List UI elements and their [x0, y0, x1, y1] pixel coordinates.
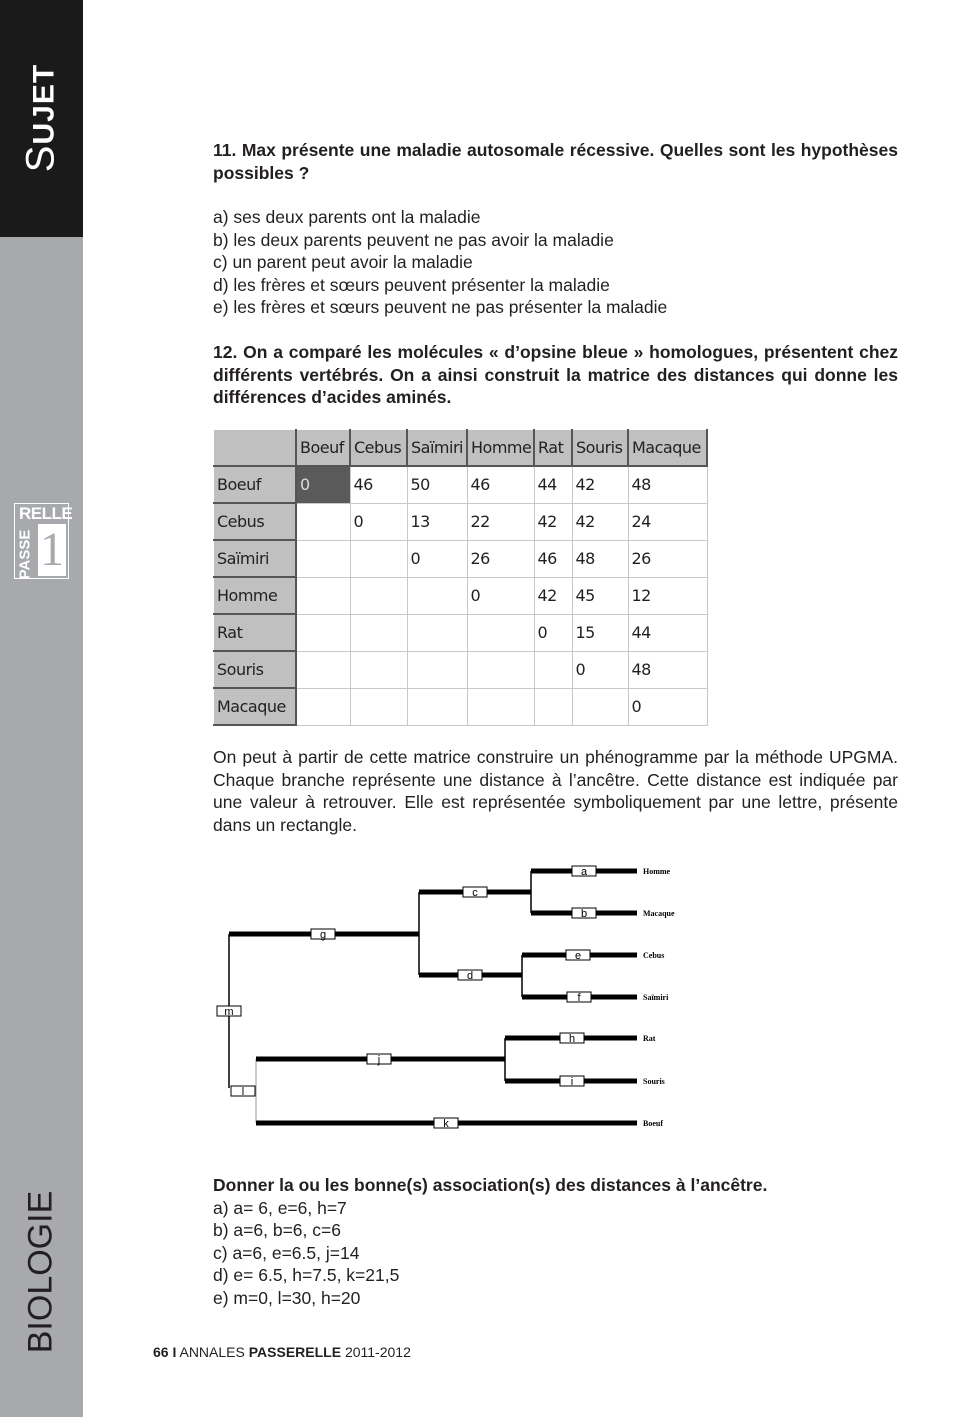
footer-annales: ANNALES	[179, 1344, 245, 1360]
option: e) m=0, l=30, h=20	[213, 1287, 361, 1308]
option: c) un parent peut avoir la maladie	[213, 252, 473, 272]
leaf-label: Macaque	[643, 909, 675, 918]
matrix-row-header[interactable]: Macaque	[214, 688, 297, 725]
logo-side: PASSE	[16, 529, 34, 580]
matrix-cell[interactable]: 22	[467, 503, 534, 540]
footer-years: 2011-2012	[344, 1344, 411, 1360]
matrix-cell[interactable]: 42	[572, 503, 628, 540]
branch-label: c	[472, 887, 478, 899]
section-label: SUJET	[18, 63, 63, 173]
matrix-cell[interactable]: 46	[350, 466, 407, 503]
matrix-column-header[interactable]: Cebus	[350, 430, 407, 467]
branch-label: b	[580, 908, 588, 920]
option: d) les frères et sœurs peuvent présenter la maladie	[213, 274, 610, 295]
matrix-cell[interactable]: 42	[534, 577, 572, 614]
matrix-row-header[interactable]: Homme	[214, 577, 297, 614]
matrix-cell[interactable]: 15	[572, 614, 628, 651]
branch-box-e	[566, 950, 590, 962]
q12-question: Donner la ou les bonne(s) association(s) des distances à l’ancêtre.	[213, 1175, 768, 1195]
branch-box-k	[434, 1118, 458, 1130]
matrix-cell[interactable]: 45	[572, 577, 628, 614]
matrix-row-header[interactable]: Souris	[214, 651, 297, 688]
option: a) a= 6, e=6, h=7	[213, 1197, 347, 1218]
matrix-cell[interactable]: 0	[296, 466, 350, 503]
branch-box-f	[567, 992, 591, 1004]
matrix-cell[interactable]: 13	[407, 503, 467, 540]
option: d) e= 6.5, h=7.5, k=21,5	[213, 1265, 400, 1285]
matrix-cell[interactable]: 46	[467, 466, 534, 503]
matrix-row-header[interactable]: Cebus	[214, 503, 297, 540]
leaf-label: Homme	[643, 867, 671, 876]
matrix-cell[interactable]: 0	[572, 651, 628, 688]
matrix-cell[interactable]: 50	[407, 466, 467, 503]
branch-label: i	[570, 1076, 574, 1088]
matrix-cell[interactable]: 12	[628, 577, 707, 614]
branch-label: m	[224, 1006, 234, 1018]
matrix-cell[interactable]: 0	[628, 688, 707, 725]
option: b) a=6, b=6, c=6	[213, 1220, 341, 1240]
matrix-cell[interactable]: 26	[628, 540, 707, 577]
footer-separator: I	[172, 1344, 177, 1360]
branch-label: a	[580, 866, 588, 878]
matrix-column-header[interactable]: Souris	[572, 430, 628, 467]
matrix-row-header[interactable]: Boeuf	[214, 466, 297, 503]
branch-box-d	[458, 970, 482, 982]
logo-number: 1	[40, 523, 64, 576]
matrix-cell[interactable]: 0	[350, 503, 407, 540]
matrix-cell[interactable]: 48	[628, 466, 707, 503]
option: e) les frères et sœurs peuvent ne pas présenter la maladie	[213, 297, 668, 317]
matrix-column-header[interactable]: Rat	[534, 430, 572, 467]
subject-label: BIOLOGIE	[21, 1190, 60, 1354]
branch-label: k	[443, 1118, 449, 1130]
matrix-cell[interactable]: 0	[467, 577, 534, 614]
branch-label: g	[319, 929, 327, 941]
leaf-label: Souris	[643, 1077, 665, 1086]
matrix-column-header[interactable]: Homme	[467, 430, 534, 467]
branch-label: e	[574, 950, 582, 962]
footer	[153, 1344, 411, 1360]
matrix-cell[interactable]: 26	[467, 540, 534, 577]
q12-paragraph: On peut à partir de cette matrice construire un phénogramme par la méthode UPGMA. Chaque branche représente une distance à l’ancêtre. Cette distance est indiquée par une valeur à retrouver. Elle est représentée symboliquement par une lettre, présente dans un rectangle.	[213, 747, 898, 835]
matrix-cell[interactable]: 42	[534, 503, 572, 540]
q12-answers	[213, 1174, 898, 1309]
branch-label: l	[241, 1086, 245, 1098]
matrix-column-header[interactable]: Macaque	[628, 430, 707, 467]
branch-label: h	[568, 1033, 576, 1045]
leaf-label: Saïmiri	[643, 993, 669, 1002]
matrix-column-header[interactable]: Boeuf	[296, 430, 350, 467]
matrix-cell[interactable]: 42	[572, 466, 628, 503]
branch-box-g	[311, 929, 335, 941]
matrix-cell[interactable]: 44	[534, 466, 572, 503]
q11-title: 11. Max présente une maladie autosomale récessive. Quelles sont les hypothèses possibles ?	[213, 140, 898, 183]
footer-brand: PASSERELLE	[248, 1344, 342, 1360]
branch-label: d	[466, 970, 474, 982]
branch-label: j	[377, 1054, 381, 1066]
matrix-cell[interactable]: 48	[628, 651, 707, 688]
branch-box-i	[560, 1076, 584, 1088]
matrix-column-header[interactable]: Saïmiri	[407, 430, 467, 467]
leaf-label: Rat	[643, 1034, 656, 1043]
branch-label: f	[577, 992, 581, 1004]
branch-box-l	[231, 1086, 255, 1098]
matrix-cell[interactable]: 48	[572, 540, 628, 577]
leaf-label: Boeuf	[643, 1119, 663, 1128]
branch-box-h	[560, 1033, 584, 1045]
branch-box-a	[572, 866, 596, 878]
logo-top: RELLE	[19, 504, 73, 523]
matrix-cell[interactable]: 0	[407, 540, 467, 577]
matrix-row-header[interactable]: Saïmiri	[214, 540, 297, 577]
q12-title: 12. On a comparé les molécules « d’opsine bleue » homologues, présentent chez différents vertébrés. On a ainsi construit la matrice des distances qui donne les différences d’acides aminés.	[213, 342, 898, 407]
option: c) a=6, e=6.5, j=14	[213, 1242, 360, 1263]
branch-box-j	[367, 1054, 391, 1066]
matrix-cell[interactable]: 0	[534, 614, 572, 651]
matrix-cell[interactable]: 24	[628, 503, 707, 540]
branch-box-c	[463, 887, 487, 899]
option: b) les deux parents peuvent ne pas avoir la maladie	[213, 229, 614, 250]
page-number: 66	[153, 1344, 169, 1360]
matrix-cell[interactable]: 46	[534, 540, 572, 577]
branch-box-m	[217, 1006, 241, 1018]
matrix-row-header[interactable]: Rat	[214, 614, 297, 651]
branch-box-b	[572, 908, 596, 920]
matrix-cell[interactable]: 44	[628, 614, 707, 651]
option: a) ses deux parents ont la maladie	[213, 207, 481, 227]
leaf-label: Cebus	[643, 951, 665, 960]
